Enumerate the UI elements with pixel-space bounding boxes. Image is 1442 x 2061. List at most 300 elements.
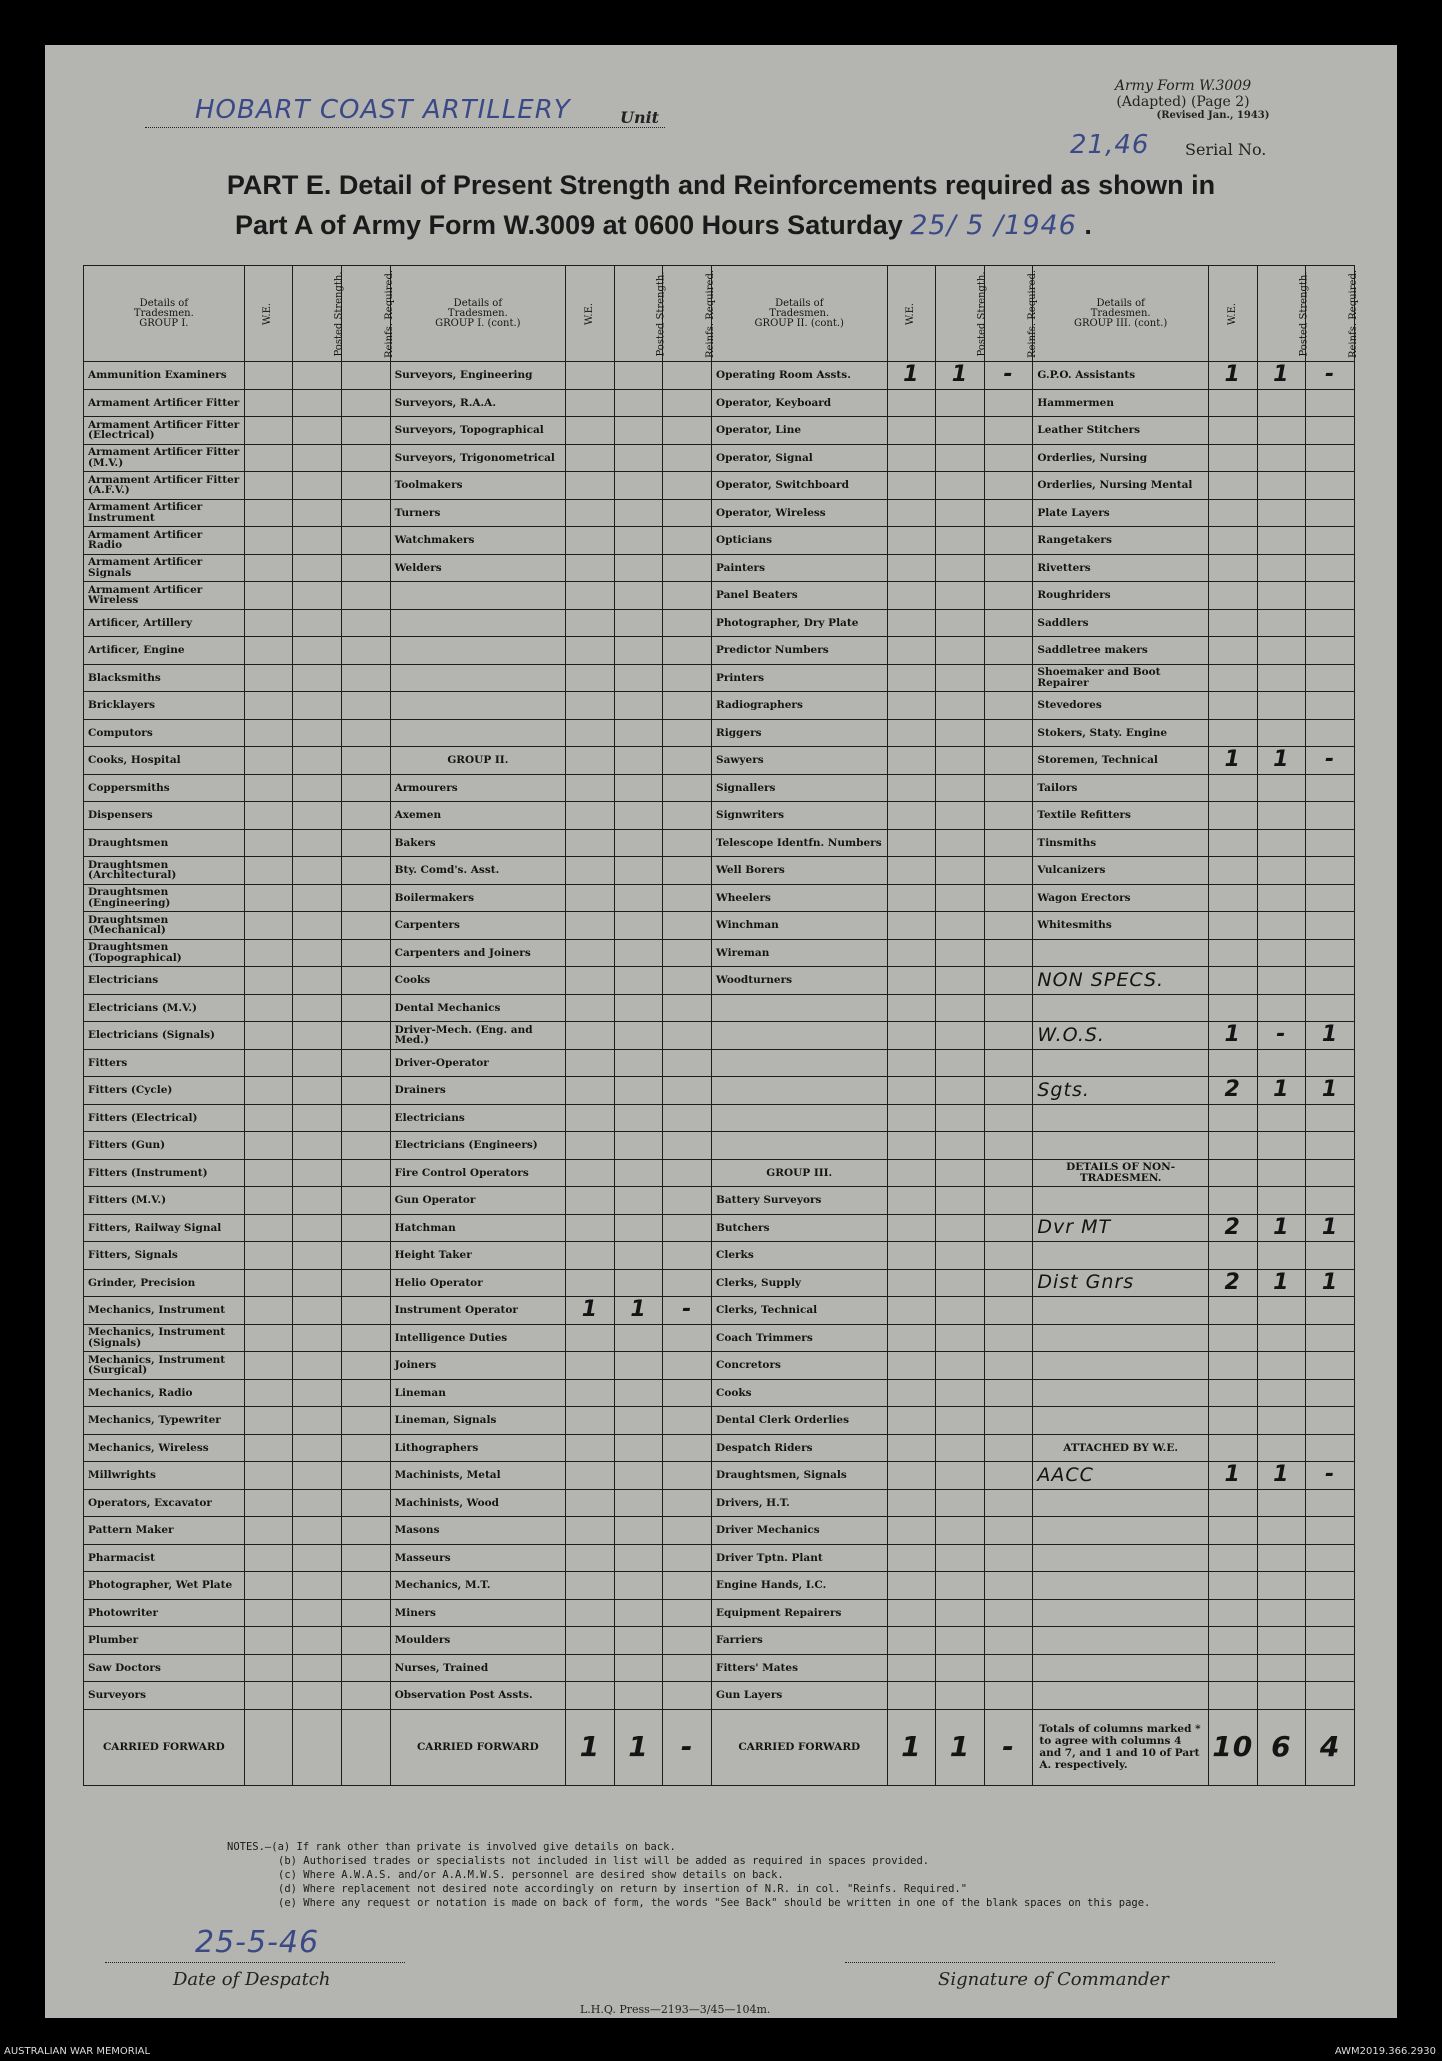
value-we [887,664,936,692]
value-posted [293,774,342,802]
trade-label-a: Mechanics, Instrument (Signals) [84,1324,245,1352]
value-reinf [984,444,1033,472]
header-we [887,266,936,362]
value-we [566,1132,615,1160]
value-reinf [1306,774,1355,802]
value-posted [614,554,663,582]
value-posted [293,1654,342,1682]
value-reinf [1306,664,1355,692]
trade-label-c [711,1022,887,1050]
header-we-label: W.E. [1226,302,1238,325]
form-id [1063,78,1303,121]
table-row [84,1682,1355,1710]
value-reinf [1306,829,1355,857]
value-we [566,582,615,610]
value-reinf [984,692,1033,720]
value-we [244,1132,293,1160]
value-posted [614,1214,663,1242]
value-posted [614,362,663,390]
value-reinf [663,444,712,472]
trade-label-d: Stevedores [1033,692,1209,720]
value-posted [936,1462,985,1490]
value-reinf [663,912,712,940]
trade-label-d [1033,1627,1209,1655]
trade-label-b: Surveyors, Engineering [390,362,566,390]
value-reinf [341,499,390,527]
value-we [887,747,936,775]
value-reinf [1306,609,1355,637]
header-group1-cont [390,266,566,362]
note-d: (d) Where replacement not desired note accordingly on return by insertion of N.R. in col. "Reinfs. Required." [278,1883,968,1895]
trade-label-c: Farriers [711,1627,887,1655]
header-group1 [84,266,245,362]
value-we [1208,582,1257,610]
value-reinf [341,1049,390,1077]
value-reinf [663,1544,712,1572]
value-reinf [341,1242,390,1270]
value-posted [293,829,342,857]
value-reinf [663,802,712,830]
value-we [1208,1407,1257,1435]
value-we [244,884,293,912]
value-posted [614,802,663,830]
value-reinf [341,444,390,472]
value-posted [936,1049,985,1077]
trade-label-d: Orderlies, Nursing Mental [1033,472,1209,500]
value-reinf [663,1132,712,1160]
value-posted [614,1682,663,1710]
value-reinf [984,802,1033,830]
value-reinf [1306,1297,1355,1325]
trade-label-c: Driver Tptn. Plant [711,1544,887,1572]
table-row [84,912,1355,940]
value-posted: 1 [936,362,985,390]
value-posted [293,1462,342,1490]
note-a: NOTES.—(a) If rank other than private is involved give details on back. [227,1841,676,1853]
value-posted [1257,472,1306,500]
trade-label-a: Electricians (Signals) [84,1022,245,1050]
value-we: 2 [1208,1214,1257,1242]
value-we [1208,1324,1257,1352]
table-row [84,554,1355,582]
value-posted [614,1434,663,1462]
value-reinf [663,774,712,802]
trade-label-b: Hatchman [390,1214,566,1242]
unit-handwritten: HOBART COAST ARTILLERY [195,95,571,125]
value-reinf [663,994,712,1022]
value-posted [293,1682,342,1710]
value-reinf [341,362,390,390]
trade-label-a: Fitters [84,1049,245,1077]
value-reinf [984,664,1033,692]
value-we [566,1434,615,1462]
value-we [887,912,936,940]
trade-label-d: Tinsmiths [1033,829,1209,857]
value-we [244,499,293,527]
value-posted [293,1434,342,1462]
value-posted [1257,1654,1306,1682]
value-reinf [1306,444,1355,472]
trade-label-b: Armourers [390,774,566,802]
note-e: (e) Where any request or notation is made on back of form, the words "See Back" should be written in one of the blank spaces on this page. [278,1897,1151,1909]
value-we [1208,1572,1257,1600]
value-posted [293,802,342,830]
value-we [566,554,615,582]
value-posted [614,1407,663,1435]
carried-forward-label: CARRIED FORWARD [390,1709,566,1785]
form-line1: Army Form W.3009 [1114,78,1252,94]
value-posted [614,747,663,775]
value-reinf [984,1407,1033,1435]
trade-label-c: Woodturners [711,967,887,995]
totals-note: Totals of columns marked * to agree with columns 4 and 7, and 1 and 10 of Part A. respectively. [1033,1709,1209,1785]
value-reinf [663,1159,712,1187]
trade-label-c: Clerks [711,1242,887,1270]
trade-label-c: Radiographers [711,692,887,720]
value-posted [614,472,663,500]
trade-label-d [1033,1352,1209,1380]
signature-label: Signature of Commander [938,1969,1169,1990]
value-reinf [663,939,712,967]
value-reinf [1306,802,1355,830]
value-reinf [1306,554,1355,582]
value-we [887,417,936,445]
value-we [887,1132,936,1160]
value-we [1208,1242,1257,1270]
value-reinf [984,1572,1033,1600]
table-row [84,1297,1355,1325]
value-we [566,1517,615,1545]
value-posted [614,499,663,527]
header-group3-cont-l1: Details of [1096,297,1145,309]
value-we [566,719,615,747]
value-posted: 1 [614,1297,663,1325]
value-reinf [663,554,712,582]
value-posted [936,774,985,802]
value-posted [936,719,985,747]
value-posted [293,417,342,445]
value-reinf [1306,1434,1355,1462]
cf-b-we: 1 [566,1709,615,1785]
value-posted [293,1352,342,1380]
value-reinf [984,1132,1033,1160]
trade-label-c: Equipment Repairers [711,1599,887,1627]
value-we [566,1682,615,1710]
trade-label-b: Surveyors, R.A.A. [390,389,566,417]
value-posted [293,582,342,610]
value-posted [614,1269,663,1297]
header-group1-l1: Details of [139,297,189,309]
trade-label-c: Well Borers [711,857,887,885]
value-we [1208,554,1257,582]
trade-label-c: Operator, Switchboard [711,472,887,500]
trade-label-b: Masseurs [390,1544,566,1572]
value-posted [293,1297,342,1325]
value-we [1208,1187,1257,1215]
value-reinf [1306,1049,1355,1077]
trade-label-a: Fitters (Instrument) [84,1159,245,1187]
value-we [244,1517,293,1545]
trade-label-b [390,609,566,637]
value-we [244,1214,293,1242]
value-posted [293,554,342,582]
value-posted [614,829,663,857]
value-posted [936,1627,985,1655]
value-posted [1257,637,1306,665]
value-reinf [341,1489,390,1517]
table-row [84,1159,1355,1187]
value-posted [614,527,663,555]
trade-label-a: Dispensers [84,802,245,830]
trade-label-d [1033,1104,1209,1132]
total-posted: 6 [1257,1709,1306,1785]
value-posted [614,884,663,912]
value-we [566,609,615,637]
value-we [244,362,293,390]
trade-label-b: Gun Operator [390,1187,566,1215]
value-reinf [341,1022,390,1050]
value-posted [1257,1297,1306,1325]
value-posted [293,857,342,885]
trade-label-c: GROUP III. [711,1159,887,1187]
trade-label-b: Cooks [390,967,566,995]
value-posted [936,1544,985,1572]
value-we [887,939,936,967]
header-reinf-label: Reinfs. Required. [383,269,395,358]
trade-label-b: Turners [390,499,566,527]
value-posted [293,1627,342,1655]
value-posted [936,1599,985,1627]
value-we [887,472,936,500]
header-group2-cont-l3: GROUP II. (cont.) [754,317,844,329]
value-reinf [663,1077,712,1105]
value-we [1208,637,1257,665]
value-posted [293,1544,342,1572]
value-reinf [341,1599,390,1627]
value-reinf [341,472,390,500]
value-we [244,417,293,445]
value-reinf [984,1434,1033,1462]
table-row [84,1627,1355,1655]
trade-label-b: Drainers [390,1077,566,1105]
table-row [84,499,1355,527]
trade-label-b [390,719,566,747]
value-posted [614,1379,663,1407]
trade-label-c: Operator, Wireless [711,499,887,527]
value-posted [614,1544,663,1572]
value-we [244,967,293,995]
trade-label-d: G.P.O. Assistants [1033,362,1209,390]
value-posted [1257,1049,1306,1077]
value-reinf [1306,527,1355,555]
value-we: 1 [1208,1462,1257,1490]
value-reinf [1306,1407,1355,1435]
value-posted [614,664,663,692]
trade-label-d [1033,1187,1209,1215]
value-reinf [663,472,712,500]
value-we [887,1352,936,1380]
title-line2-text: Part A of Army Form W.3009 at 0600 Hours Saturday [235,210,903,240]
value-posted [936,1434,985,1462]
serial-label: Serial No. [1185,140,1267,159]
value-reinf [1306,472,1355,500]
title-line2 [235,210,1092,241]
value-posted [293,1187,342,1215]
table-row [84,1242,1355,1270]
trade-label-a: Fitters, Railway Signal [84,1214,245,1242]
header-we-label: W.E. [905,302,917,325]
value-reinf: - [1306,362,1355,390]
value-we [887,582,936,610]
value-we [244,994,293,1022]
value-reinf [663,1269,712,1297]
value-posted [1257,967,1306,995]
value-posted [293,1214,342,1242]
value-posted [293,1159,342,1187]
value-posted [936,389,985,417]
trade-label-a: Saw Doctors [84,1654,245,1682]
table-row [84,1049,1355,1077]
value-posted [614,857,663,885]
table-row [84,1324,1355,1352]
value-posted [936,884,985,912]
table-row [84,1599,1355,1627]
value-reinf [663,1324,712,1352]
value-reinf [1306,692,1355,720]
trade-label-c: Opticians [711,527,887,555]
trade-label-c: Drivers, H.T. [711,1489,887,1517]
value-posted [293,884,342,912]
value-posted [293,1599,342,1627]
value-reinf [984,1324,1033,1352]
value-reinf [1306,1682,1355,1710]
value-posted [293,472,342,500]
unit-line [145,127,665,128]
trade-label-c: Photographer, Dry Plate [711,609,887,637]
table-row [84,1544,1355,1572]
trade-label-b: Joiners [390,1352,566,1380]
value-posted [1257,939,1306,967]
table-row [84,1379,1355,1407]
table-row [84,967,1355,995]
table-row [84,1022,1355,1050]
trade-label-a: Pattern Maker [84,1517,245,1545]
value-we [887,1682,936,1710]
value-reinf: 1 [1306,1214,1355,1242]
value-reinf [341,1297,390,1325]
trade-label-c: Signwriters [711,802,887,830]
trade-label-a: Surveyors [84,1682,245,1710]
trade-label-a: Armament Artificer Fitter (M.V.) [84,444,245,472]
value-reinf [984,389,1033,417]
despatch-label: Date of Despatch [173,1969,331,1990]
trade-label-d [1033,1242,1209,1270]
value-we [1208,774,1257,802]
trade-label-a: Pharmacist [84,1544,245,1572]
value-we [1208,389,1257,417]
trade-label-a: Ammunition Examiners [84,362,245,390]
table-row [84,884,1355,912]
trade-label-b: Intelligence Duties [390,1324,566,1352]
value-reinf [663,527,712,555]
trade-label-c: Sawyers [711,747,887,775]
value-reinf [341,829,390,857]
value-reinf [984,1352,1033,1380]
trade-label-b: Surveyors, Topographical [390,417,566,445]
value-we [244,1297,293,1325]
trade-label-d [1033,939,1209,967]
value-we [244,1544,293,1572]
value-reinf [341,554,390,582]
trade-label-c: Signallers [711,774,887,802]
value-posted [1257,1544,1306,1572]
value-reinf [1306,1627,1355,1655]
trade-label-a: Bricklayers [84,692,245,720]
value-reinf [663,1654,712,1682]
value-we [1208,444,1257,472]
trade-label-b: Helio Operator [390,1269,566,1297]
table-row [84,1572,1355,1600]
trade-label-d: Saddlers [1033,609,1209,637]
trade-label-c: Operating Room Assts. [711,362,887,390]
trade-label-c: Engine Hands, I.C. [711,1572,887,1600]
value-reinf [341,1159,390,1187]
header-posted [936,266,988,362]
value-we [244,774,293,802]
table-row [84,1132,1355,1160]
value-posted [936,747,985,775]
value-we [887,1572,936,1600]
value-we [887,1434,936,1462]
value-reinf [663,1682,712,1710]
date-handwritten: 25/ 5 /1946 [910,210,1077,241]
value-reinf [1306,719,1355,747]
value-posted [1257,857,1306,885]
table-header-row [84,266,1355,362]
value-posted: - [1257,1022,1306,1050]
value-we [244,1159,293,1187]
value-reinf [984,774,1033,802]
value-we [244,1352,293,1380]
value-we [1208,1627,1257,1655]
trade-label-d [1033,1682,1209,1710]
value-posted [936,609,985,637]
total-we: 10 [1208,1709,1257,1785]
trade-label-a: Fitters (Cycle) [84,1077,245,1105]
value-reinf [984,554,1033,582]
value-we [566,1654,615,1682]
header-we [244,266,293,362]
value-reinf [1306,1379,1355,1407]
cf-c-posted: 1 [936,1709,985,1785]
trade-label-d: ATTACHED BY W.E. [1033,1434,1209,1462]
header-posted [293,266,345,362]
value-reinf [984,1022,1033,1050]
value-posted [293,719,342,747]
trade-label-b: Dental Mechanics [390,994,566,1022]
trade-label-d: Whitesmiths [1033,912,1209,940]
value-reinf [341,1269,390,1297]
value-reinf [663,1627,712,1655]
value-we [244,802,293,830]
value-we [887,1627,936,1655]
value-we [887,1324,936,1352]
trade-label-c: Despatch Riders [711,1434,887,1462]
value-we [1208,1379,1257,1407]
value-we [566,802,615,830]
value-reinf [341,939,390,967]
value-posted [1257,417,1306,445]
